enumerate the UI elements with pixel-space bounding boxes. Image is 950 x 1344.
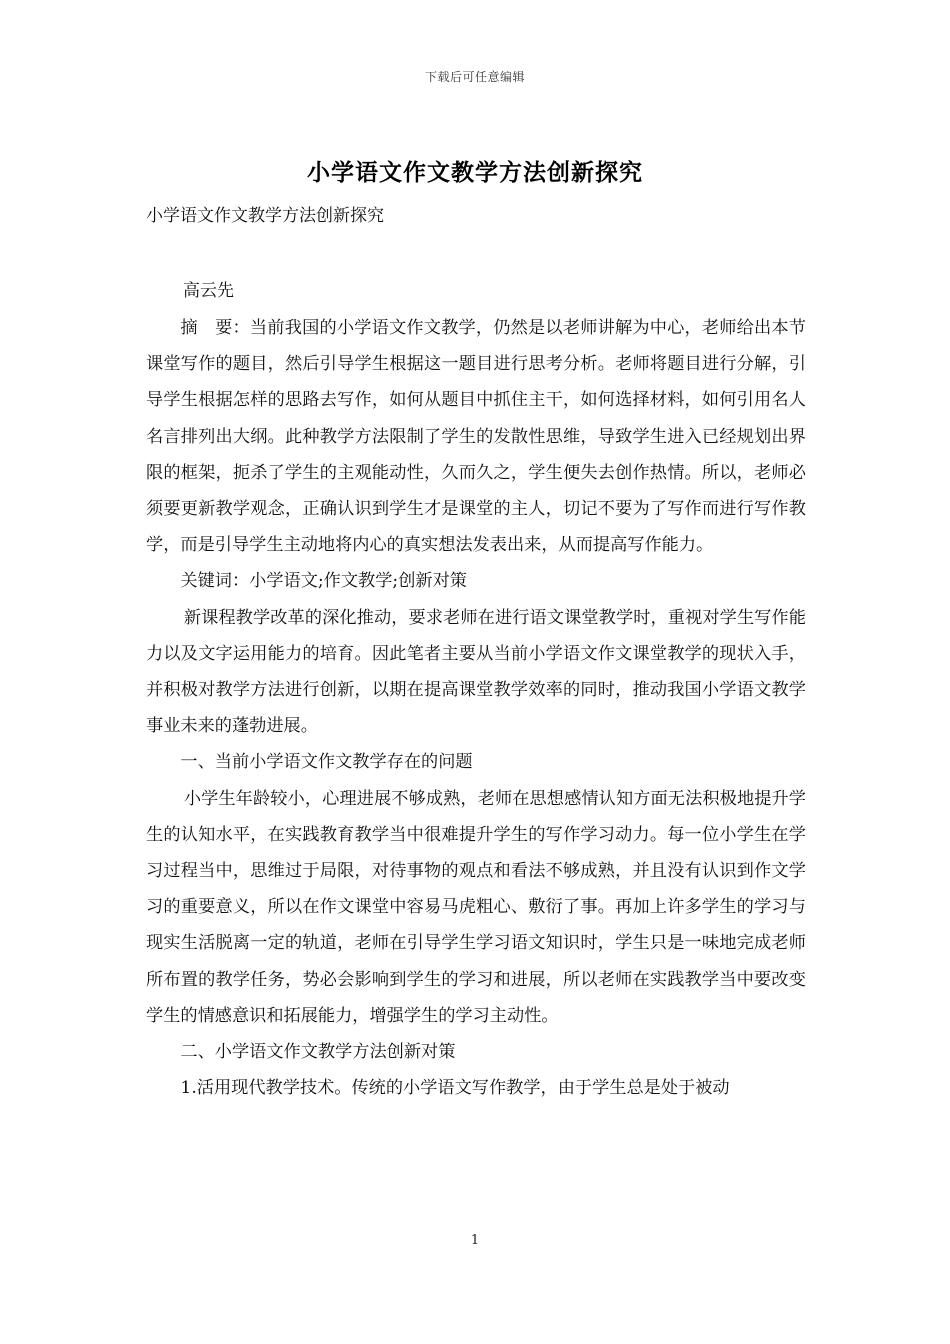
section2-item1-paragraph: 1.活用现代教学技术。传统的小学语文写作教学，由于学生总是处于被动 bbox=[180, 1078, 730, 1099]
section1-paragraph: 小学生年龄较小，心理进展不够成熟，老师在思想感情认知方面无法积极地提升学生的认知水平，在实践教育教学当中很难提升学生的写作学习动力。每一位小学生在学习过程当中，思维过于局限，对待事物的观点和看法不够成熟，并且没有认识到作文学习的重要意义，所以在作文课堂中容易马虎粗心、敷衍了事。再加上许多学生的学习与现实生活脱离一定的轨道，老师在引导学生学习语文知识时，学生只是一味地完成老师所布置的教学任务，势必会影响到学生的学习和进展，所以老师在实践教学当中要改变学生的情感意识和拓展能力，增强学生的学习主动性。 bbox=[146, 788, 806, 1026]
document-title: 小学语文作文教学方法创新探究 bbox=[307, 159, 643, 186]
header-note: 下载后可任意编辑 bbox=[424, 70, 525, 84]
section1-heading: 一、当前小学语文作文教学存在的问题 bbox=[180, 752, 473, 773]
section2-heading: 二、小学语文作文教学方法创新对策 bbox=[180, 1042, 456, 1063]
document-body bbox=[146, 310, 806, 1106]
abstract-paragraph: 摘 要：当前我国的小学语文作文教学，仍然是以老师讲解为中心，老师给出本节课堂写作的题目，然后引导学生根据这一题目进行思考分析。老师将题目进行分解，引导学生根据怎样的思路去写作，如何从题目中抓住主干，如何选择材料，如何引用名人名言排列出大纲。此种教学方法限制了学生的发散性思维，导致学生进入已经规划出界限的框架，扼杀了学生的主观能动性，久而久之，学生便失去创作热情。所以，老师必须要更新教学观念，正确认识到学生才是课堂的主人，切记不要为了写作而进行写作教学，而是引导学生主动地将内心的真实想法发表出来，从而提高写作能力。 bbox=[146, 318, 806, 556]
intro-paragraph: 新课程教学改革的深化推动，要求老师在进行语文课堂教学时，重视对学生写作能力以及文字运用能力的培育。因此笔者主要从当前小学语文作文课堂教学的现状入手，并积极对教学方法进行创新，以期在提高课堂教学效率的同时，推动我国小学语文教学事业未来的蓬勃进展。 bbox=[146, 607, 806, 737]
keywords-paragraph: 关键词：小学语文;作文教学;创新对策 bbox=[180, 571, 467, 592]
author-name: 高云先 bbox=[183, 281, 234, 301]
document-subtitle: 小学语文作文教学方法创新探究 bbox=[146, 206, 384, 226]
page-number: 1 bbox=[470, 1233, 480, 1248]
